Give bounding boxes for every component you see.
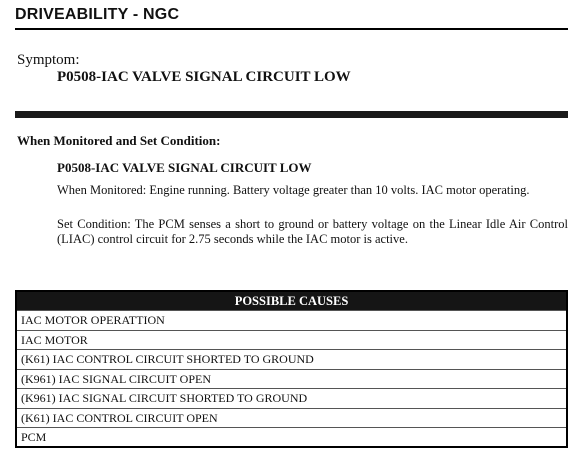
symptom-label: Symptom: — [17, 52, 80, 68]
dtc-title: P0508-IAC VALVE SIGNAL CIRCUIT LOW — [57, 160, 312, 175]
set-condition-text: Set Condition: The PCM senses a short to ground or battery voltage on the Linear Idle Air Control (LIAC) control circuit for 2.75 seconds while the IAC motor is active. — [57, 217, 568, 246]
page-title: DRIVEABILITY - NGC — [15, 6, 180, 23]
monitor-section-heading: When Monitored and Set Condition: — [17, 133, 221, 148]
cause-row: (K961) IAC SIGNAL CIRCUIT SHORTED TO GROUND — [17, 388, 566, 408]
cause-row: PCM — [17, 427, 566, 447]
section-divider — [15, 111, 568, 118]
cause-row: (K61) IAC CONTROL CIRCUIT OPEN — [17, 408, 566, 428]
header-rule — [15, 28, 568, 30]
possible-causes-table — [15, 290, 568, 448]
cause-row: (K961) IAC SIGNAL CIRCUIT OPEN — [17, 369, 566, 389]
symptom-text: P0508-IAC VALVE SIGNAL CIRCUIT LOW — [57, 69, 351, 85]
cause-row: IAC MOTOR — [17, 330, 566, 350]
when-monitored-text: When Monitored: Engine running. Battery voltage greater than 10 volts. IAC motor operating. — [57, 183, 530, 197]
cause-row: IAC MOTOR OPERATTION — [17, 310, 566, 330]
cause-row: (K61) IAC CONTROL CIRCUIT SHORTED TO GROUND — [17, 349, 566, 369]
possible-causes-header: POSSIBLE CAUSES — [17, 292, 566, 310]
